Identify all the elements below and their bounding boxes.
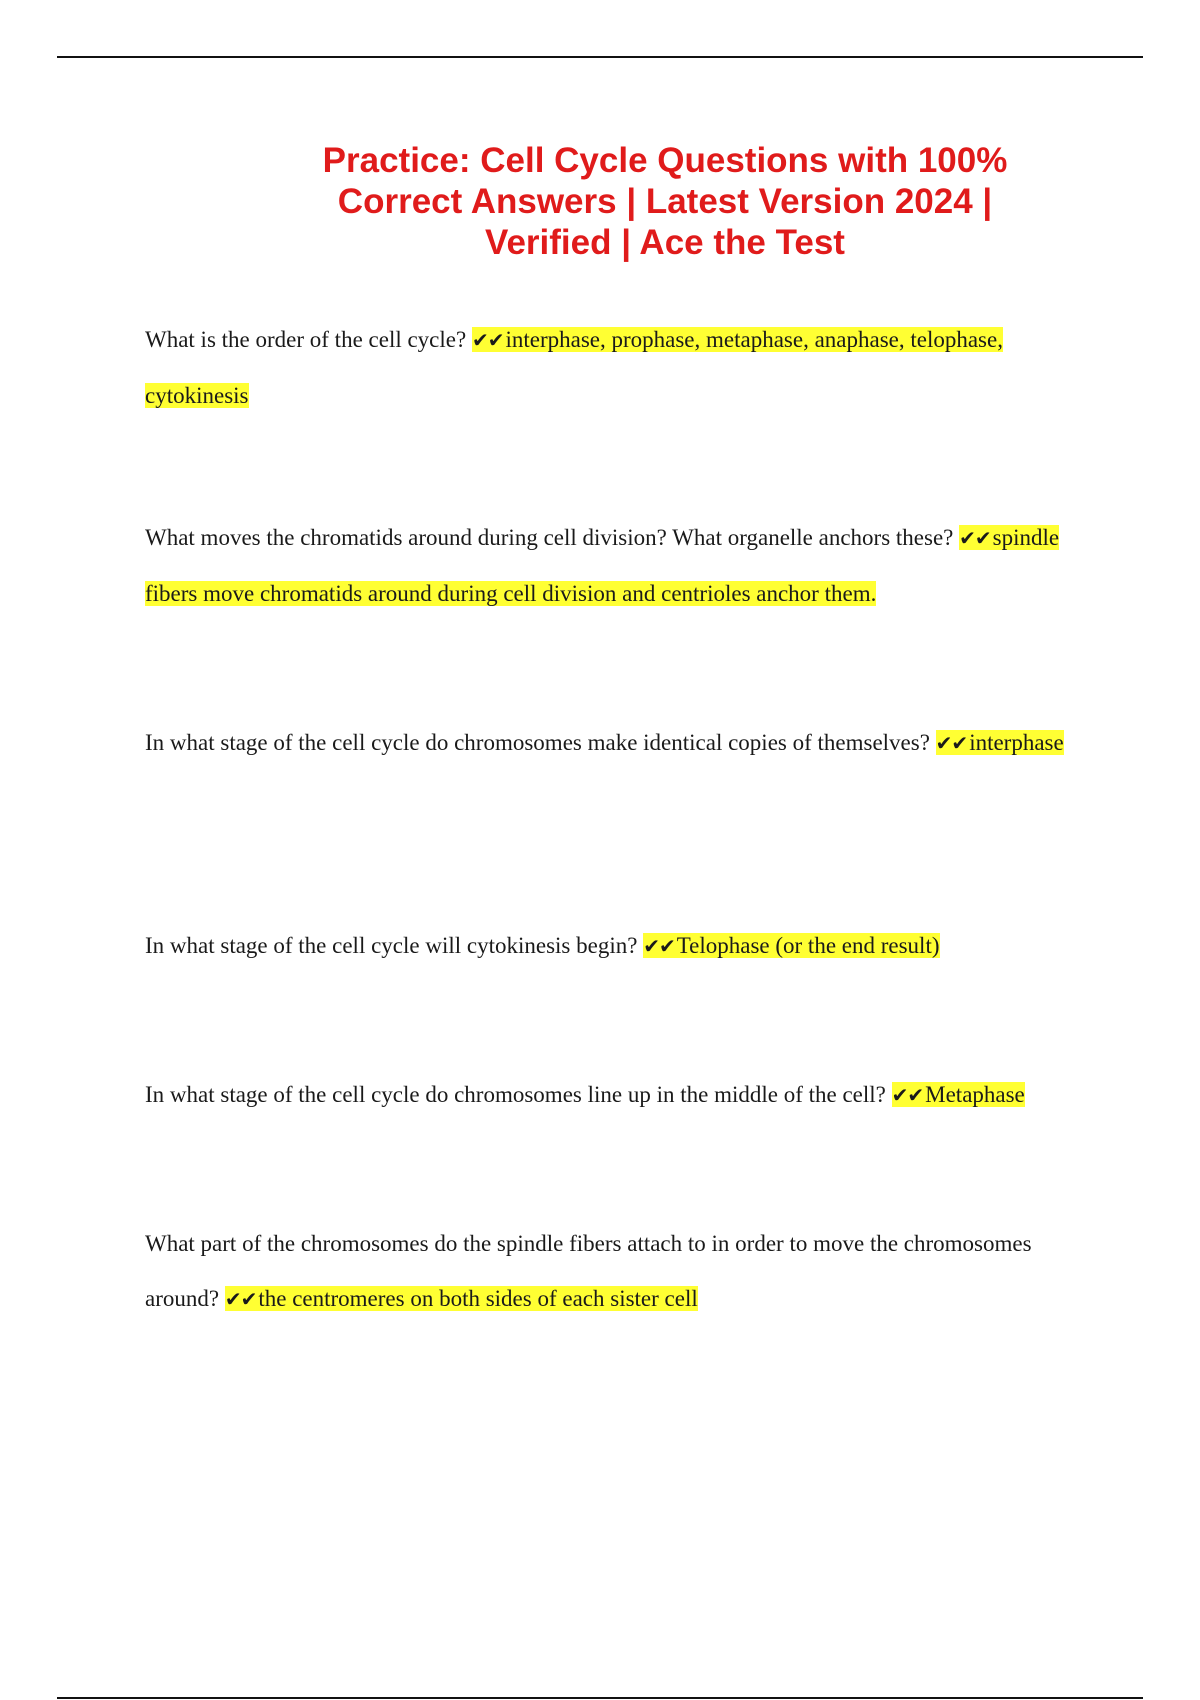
question-text: What part of the chromosomes do the spindle fibers attach to in order to move the chromosomes around?: [145, 1231, 1032, 1311]
answer-text: Metaphase: [925, 1082, 1025, 1107]
document-title: Practice: Cell Cycle Questions with 100% Correct Answers | Latest Version 2024 | Verified | Ace the Test: [322, 141, 1008, 262]
answer-text: Telophase (or the end result): [676, 933, 940, 958]
answer-highlight: [892, 1082, 1025, 1107]
question-text: In what stage of the cell cycle will cytokinesis begin?: [145, 933, 638, 958]
double-check-icon: ✔✔: [643, 934, 675, 958]
double-check-icon: ✔✔: [224, 1287, 257, 1311]
answer-text: interphase, prophase, metaphase, anaphase, telophase, cytokinesis: [145, 327, 1003, 408]
qa-item-1: [145, 312, 1095, 423]
qa-item-5: [145, 1067, 1095, 1123]
question-text: In what stage of the cell cycle do chromosomes make identical copies of themselves?: [145, 730, 930, 755]
answer-text: interphase: [969, 730, 1064, 755]
double-check-icon: ✔✔: [471, 328, 504, 352]
double-check-icon: ✔✔: [891, 1083, 924, 1107]
answer-text: spindle fibers move chromatids around during cell division and centrioles anchor them.: [145, 525, 1060, 606]
qa-item-2: [145, 510, 1095, 621]
top-rule: [57, 56, 1143, 58]
bottom-rule: [57, 1697, 1143, 1699]
answer-text: the centromeres on both sides of each sister cell: [258, 1286, 698, 1311]
answer-highlight: [225, 1286, 698, 1311]
answer-highlight: [936, 730, 1064, 755]
double-check-icon: ✔✔: [959, 526, 991, 550]
question-text: What is the order of the cell cycle?: [145, 327, 467, 352]
answer-highlight: [643, 933, 939, 958]
question-text: In what stage of the cell cycle do chromosomes line up in the middle of the cell?: [145, 1082, 886, 1107]
qa-item-6: [145, 1216, 1095, 1327]
qa-item-3: [145, 715, 1095, 771]
double-check-icon: ✔✔: [935, 731, 968, 755]
qa-item-4: [145, 918, 1095, 974]
question-text: What moves the chromatids around during cell division? What organelle anchors these?: [145, 525, 954, 550]
